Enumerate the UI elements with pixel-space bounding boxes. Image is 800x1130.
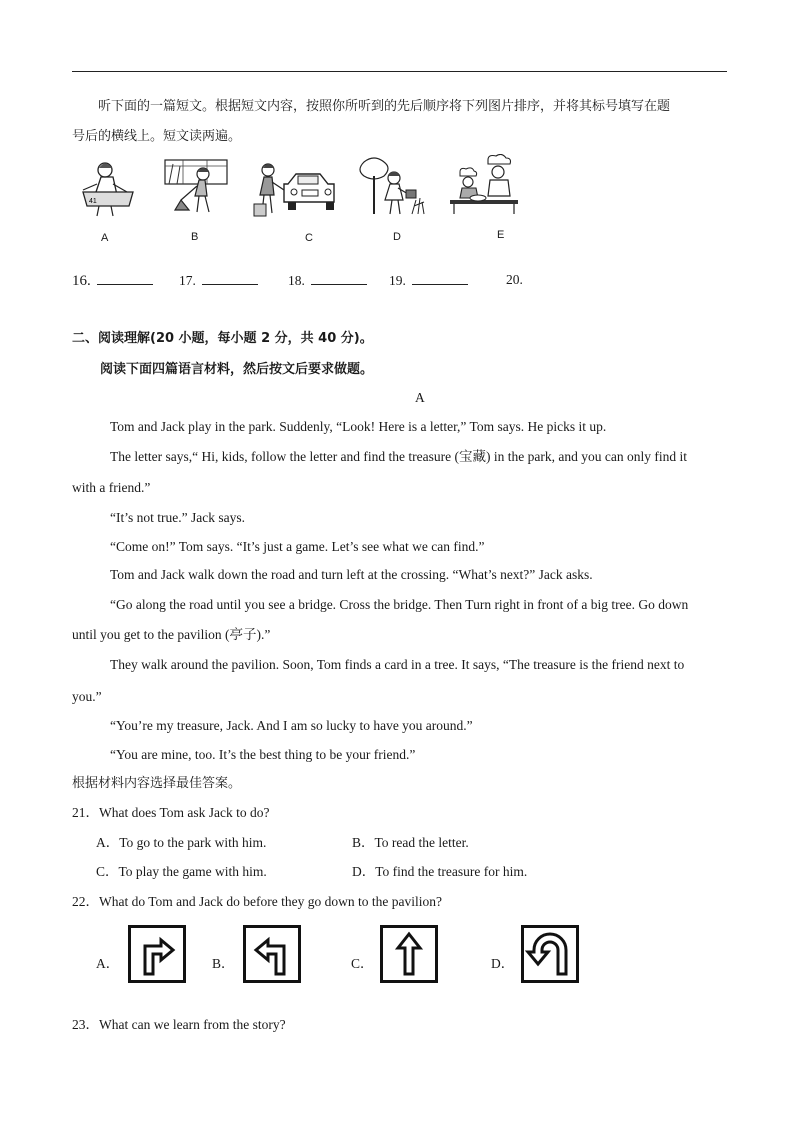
questions-instruction: 根据材料内容选择最佳答案。 xyxy=(72,776,242,791)
answer-slot-19 xyxy=(389,271,468,290)
passage-paragraph-6a: “Go along the road until you see a bridge. Cross the bridge. Then Turn right in front of a big tree. Go down xyxy=(110,597,689,612)
go-straight-sign-icon[interactable] xyxy=(380,925,438,983)
answer-number-20: 20. xyxy=(506,272,523,287)
question-22-label-a: A． xyxy=(96,956,120,971)
question-21-option-d[interactable]: D．To find the treasure for him. xyxy=(352,864,528,879)
answer-blank-16[interactable] xyxy=(97,271,153,285)
passage-paragraph-6b: until you get to the pavilion (亭子).” xyxy=(72,627,271,642)
passage-paragraph-7a: They walk around the pavilion. Soon, Tom finds a card in a tree. It says, “The treasure is the friend next to xyxy=(110,657,685,672)
boy-sweeping-icon xyxy=(163,156,229,223)
children-cooking-icon xyxy=(448,154,520,221)
passage-paragraph-8: “You’re my treasure, Jack. And I am so lucky to have you around.” xyxy=(110,718,473,733)
passage-paragraph-5: Tom and Jack walk down the road and turn left at the crossing. “What’s next?” Jack asks. xyxy=(110,567,593,582)
passage-paragraph-2a: The letter says,“ Hi, kids, follow the letter and find the treasure (宝藏) in the park, and you can only find it xyxy=(110,449,687,464)
passage-paragraph-4: “Come on!” Tom says. “It’s just a game. Let’s see what we can find.” xyxy=(110,539,485,554)
listening-instruction-line2: 号后的横线上。短文读两遍。 xyxy=(72,129,242,144)
answer-number-16: 16. xyxy=(72,273,91,289)
answer-number-17: 17. xyxy=(179,273,196,288)
question-22-label-c: C． xyxy=(351,956,374,971)
picture-label-e: E xyxy=(497,229,505,241)
passage-paragraph-1: Tom and Jack play in the park. Suddenly, “Look! Here is a letter,” Tom says. He picks it up. xyxy=(110,419,607,434)
answer-slot-16 xyxy=(72,271,153,290)
answer-number-19: 19. xyxy=(389,273,406,288)
question-21-option-b[interactable]: B．To read the letter. xyxy=(352,835,469,850)
svg-text:41: 41 xyxy=(89,198,97,205)
question-21-stem: 21．What does Tom ask Jack to do? xyxy=(72,805,270,820)
question-22-stem: 22．What do Tom and Jack do before they go down to the pavilion? xyxy=(72,894,442,909)
picture-label-c: C xyxy=(305,232,313,244)
question-21-option-c[interactable]: C．To play the game with him. xyxy=(96,864,267,879)
picture-label-a: A xyxy=(101,232,109,244)
answer-blank-17[interactable] xyxy=(202,271,258,285)
listening-instruction-line1: 听下面的一篇短文。根据短文内容，按照你所听到的先后顺序将下列图片排序，并将其标号填写在题 xyxy=(98,99,671,114)
answer-blank-19[interactable] xyxy=(412,271,468,285)
answer-blank-18[interactable] xyxy=(311,271,367,285)
answer-number-18: 18. xyxy=(288,273,305,288)
picture-label-d: D xyxy=(393,231,401,243)
section-subheading: 阅读下面四篇语言材料，然后按文后要求做题。 xyxy=(100,362,374,377)
answer-slot-18 xyxy=(288,271,367,290)
answer-slot-17 xyxy=(179,271,258,290)
u-turn-sign-icon[interactable] xyxy=(521,925,579,983)
answer-slot-20 xyxy=(506,271,523,289)
turn-right-sign-icon[interactable] xyxy=(128,925,186,983)
girl-watering-plants-icon xyxy=(354,156,434,223)
passage-paragraph-2b: with a friend.” xyxy=(72,480,151,495)
girl-washing-clothes-icon xyxy=(75,158,145,225)
picture-label-b: B xyxy=(191,231,199,243)
section-heading: 二、阅读理解(20 小题，每小题 2 分，共 40 分)。 xyxy=(72,331,373,346)
top-rule xyxy=(72,71,727,72)
question-23-stem: 23．What can we learn from the story? xyxy=(72,1017,286,1032)
passage-paragraph-3: “It’s not true.” Jack says. xyxy=(110,510,245,525)
boy-washing-car-icon xyxy=(248,160,338,225)
question-21-option-a[interactable]: A．To go to the park with him. xyxy=(96,835,267,850)
passage-label: A xyxy=(415,390,425,405)
question-22-label-d: D． xyxy=(491,956,515,971)
turn-left-sign-icon[interactable] xyxy=(243,925,301,983)
passage-paragraph-9: “You are mine, too. It’s the best thing to be your friend.” xyxy=(110,747,416,762)
passage-paragraph-7b: you.” xyxy=(72,689,102,704)
question-22-label-b: B． xyxy=(212,956,235,971)
